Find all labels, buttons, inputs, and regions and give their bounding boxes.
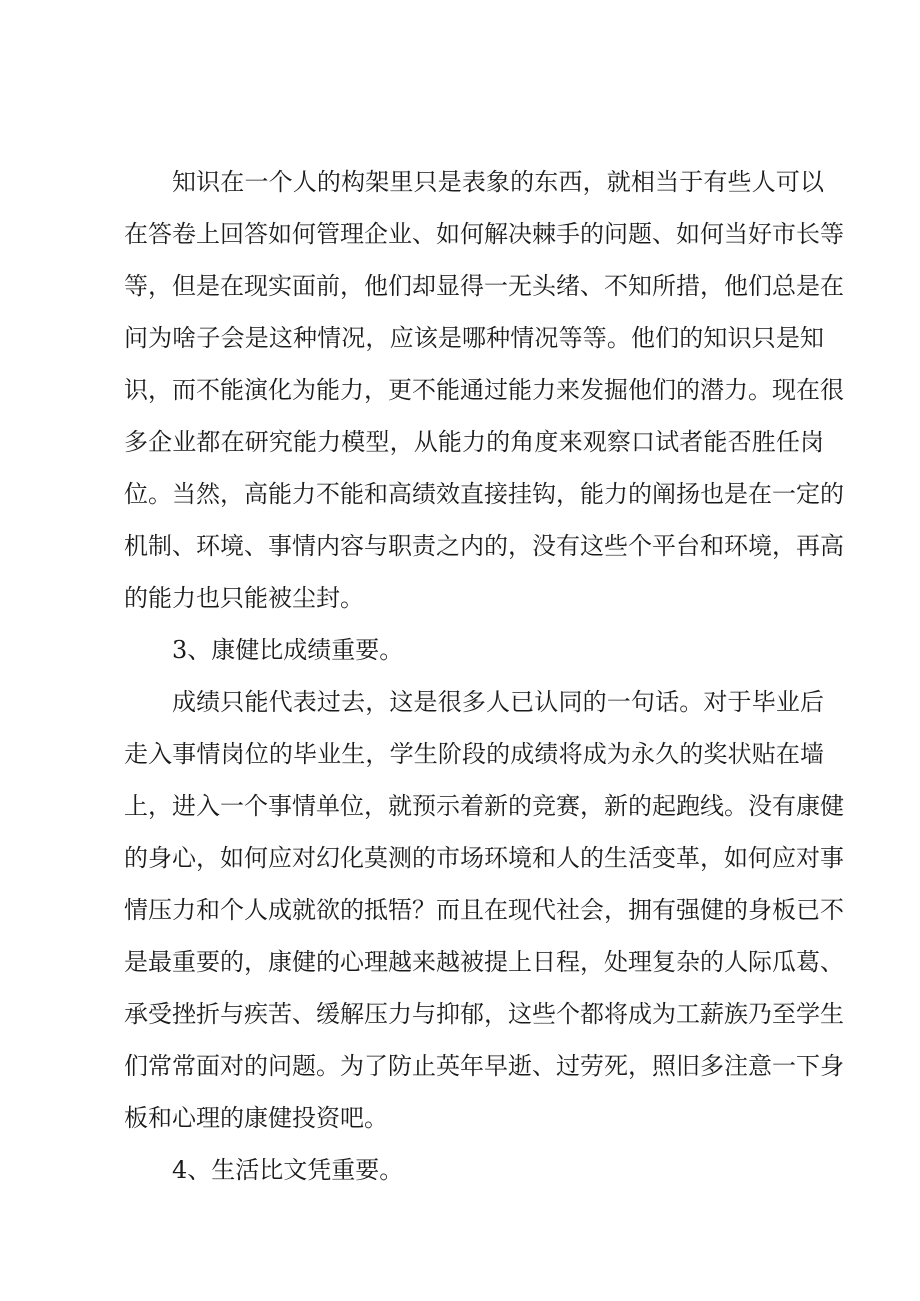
paragraph-1-line-8: 机制、环境、事情内容与职责之内的，没有这些个平台和环境，再高 [124,532,844,560]
section-heading-4: 4、生活比文凭重要。 [172,1156,404,1184]
paragraph-1-line-1: 知识在一个人的构架里只是表象的东西，就相当于有些人可以 [172,168,824,196]
paragraph-1-line-5: 识，而不能演化为能力，更不能通过能力来发掘他们的潜力。现在很 [124,376,844,404]
paragraph-2-line-1: 成绩只能代表过去，这是很多人已认同的一句话。对于毕业后 [172,688,824,716]
paragraph-1-line-6: 多企业都在研究能力模型，从能力的角度来观察口试者能否胜任岗 [124,428,824,456]
paragraph-2-line-4: 的身心，如何应对幻化莫测的市场环境和人的生活变革，如何应对事 [124,844,844,872]
paragraph-2-line-8: 们常常面对的问题。为了防止英年早逝、过劳死，照旧多注意一下身 [124,1052,844,1080]
paragraph-1-line-2: 在答卷上回答如何管理企业、如何解决棘手的问题、如何当好市长等 [124,220,844,248]
paragraph-2-line-6: 是最重要的，康健的心理越来越被提上日程，处理复杂的人际瓜葛、 [124,948,844,976]
paragraph-2-line-7: 承受挫折与疾苦、缓解压力与抑郁，这些个都将成为工薪族乃至学生 [124,1000,844,1028]
paragraph-1-line-9: 的能力也只能被尘封。 [124,584,364,612]
paragraph-1-line-4: 问为啥子会是这种情况，应该是哪种情况等等。他们的知识只是知 [124,324,824,352]
paragraph-1-line-7: 位。当然，高能力不能和高绩效直接挂钩，能力的阐扬也是在一定的 [124,480,844,508]
paragraph-1-line-3: 等，但是在现实面前，他们却显得一无头绪、不知所措，他们总是在 [124,272,844,300]
paragraph-2-line-9: 板和心理的康健投资吧。 [124,1104,388,1132]
paragraph-2-line-2: 走入事情岗位的毕业生，学生阶段的成绩将成为永久的奖状贴在墙 [124,740,824,768]
paragraph-2-line-5: 情压力和个人成就欲的抵牾？而且在现代社会，拥有强健的身板已不 [124,896,844,924]
section-heading-3: 3、康健比成绩重要。 [172,636,404,664]
paragraph-2-line-3: 上，进入一个事情单位，就预示着新的竞赛，新的起跑线。没有康健 [124,792,844,820]
